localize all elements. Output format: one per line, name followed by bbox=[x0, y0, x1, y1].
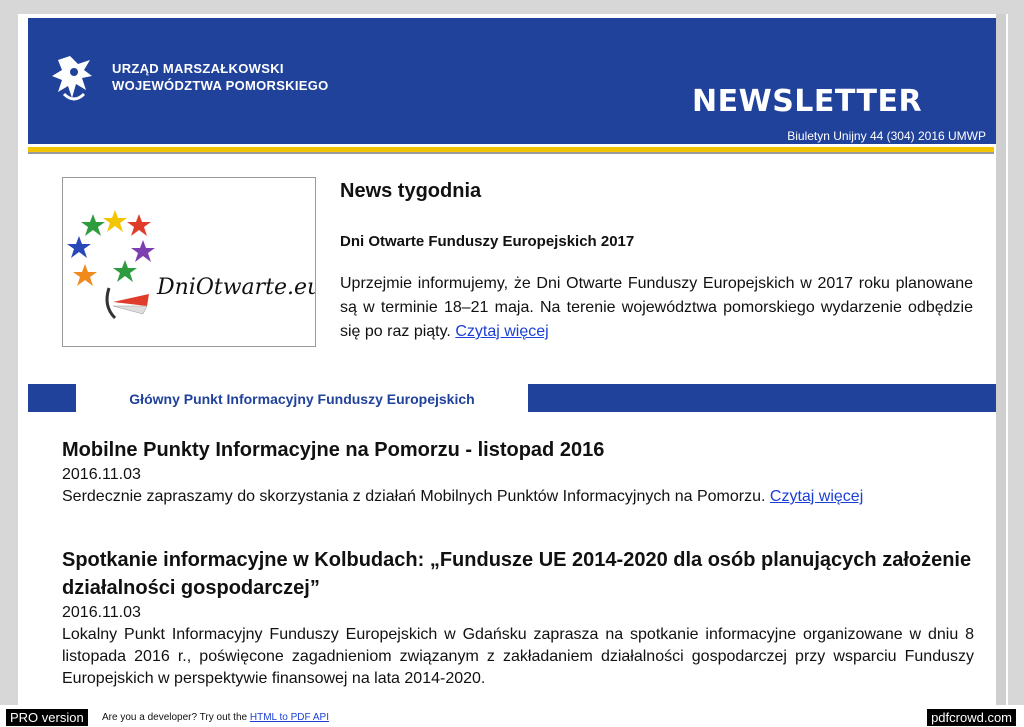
article-item bbox=[62, 436, 974, 508]
news-subheading: Dni Otwarte Funduszy Europejskich 2017 bbox=[340, 233, 635, 250]
article-body-text: Serdecznie zapraszamy do skorzystania z działań Mobilnych Punktów Informacyjnych na Pomorzu. bbox=[62, 488, 766, 505]
office-name bbox=[112, 60, 329, 94]
news-body bbox=[340, 272, 973, 344]
footer-prompt-text: Are you a developer? Try out the bbox=[102, 712, 248, 723]
article-item bbox=[62, 546, 974, 690]
pdf-footer bbox=[0, 705, 1024, 727]
newsletter-document bbox=[18, 14, 1008, 705]
office-name-line2: WOJEWÓDZTWA POMORSKIEGO bbox=[112, 78, 329, 93]
newsletter-title: NEWSLETTER bbox=[692, 84, 923, 119]
office-name-line1: URZĄD MARSZAŁKOWSKI bbox=[112, 61, 284, 76]
section-title: Główny Punkt Informacyjny Funduszy Europejskich bbox=[76, 382, 528, 416]
article-date: 2016.11.03 bbox=[62, 604, 141, 621]
news-read-more-link[interactable]: Czytaj więcej bbox=[455, 323, 549, 340]
griffin-emblem-icon bbox=[50, 54, 98, 106]
article-read-more-link[interactable]: Czytaj więcej bbox=[769, 488, 864, 505]
pro-version-badge: PRO version bbox=[6, 709, 88, 726]
news-heading: News tygodnia bbox=[340, 180, 482, 202]
footer-prompt bbox=[102, 712, 329, 723]
article-title[interactable]: Spotkanie informacyjne w Kolbudach: „Fundusze UE 2014-2020 dla osób planujących założenie działalności gospodarczej” bbox=[62, 549, 972, 599]
article-date: 2016.11.03 bbox=[62, 466, 141, 483]
article-body bbox=[62, 486, 974, 508]
newsletter-header bbox=[28, 18, 998, 144]
article-title[interactable]: Mobilne Punkty Informacyjne na Pomorzu - listopad 2016 bbox=[62, 439, 605, 461]
open-days-logo-image[interactable] bbox=[62, 177, 316, 347]
article-body: Lokalny Punkt Informacyjny Funduszy Europejskich w Gdańsku zaprasza na spotkanie informacyjne organizowane w dniu 8 listopada 2016 r., poświęcone zagadnieniom związanym z zakładaniem działalności gospodarczej przy wsparciu Funduszy Europejskich w perspektywie finansowej na lata 2014-2020. bbox=[62, 626, 974, 687]
open-days-logo-caption: DniOtwarte.eu bbox=[157, 275, 315, 300]
header-divider-shadow bbox=[28, 152, 994, 154]
pdfcrowd-brand[interactable]: pdfcrowd.com bbox=[927, 709, 1016, 726]
eu-stars-icon bbox=[67, 210, 155, 286]
news-body-text: Uprzejmie informujemy, że Dni Otwarte Funduszy Europejskich w 2017 roku planowane są w terminie 18–21 maja. Na terenie województwa pomorskiego wydarzenie odbędzie się po raz piąty. bbox=[340, 275, 973, 340]
scrollbar-track[interactable] bbox=[996, 14, 1006, 705]
bulletin-issue: Biuletyn Unijny 44 (304) 2016 UMWP bbox=[787, 129, 986, 143]
html-to-pdf-api-link[interactable]: HTML to PDF API bbox=[249, 712, 329, 723]
open-days-logo-icon bbox=[63, 178, 315, 346]
